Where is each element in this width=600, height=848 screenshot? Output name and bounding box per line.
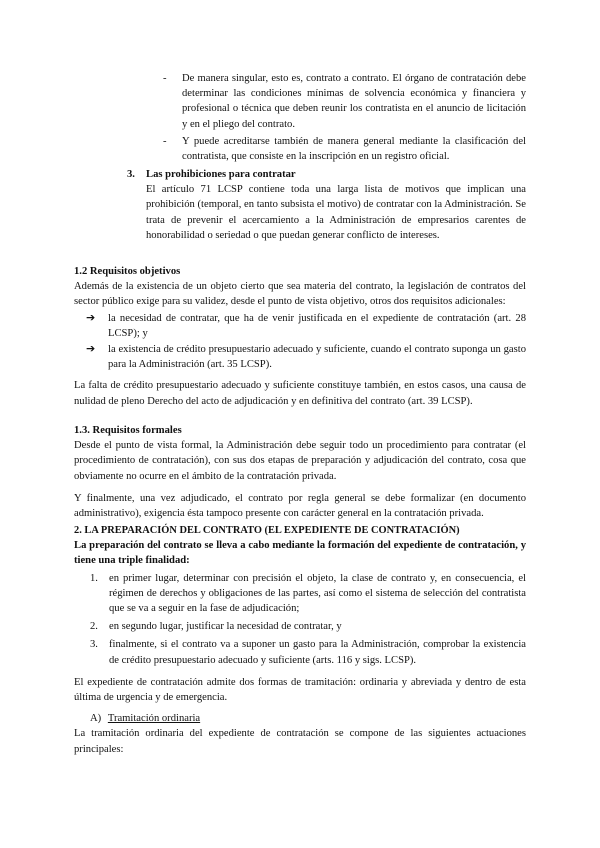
subsection-text: La tramitación ordinaria del expediente de contratación se compone de las siguientes actuaciones principales: <box>74 728 526 755</box>
list-item <box>86 311 526 341</box>
list-item <box>90 619 526 634</box>
arrow-list <box>74 311 526 373</box>
requisitos-dash-list <box>163 71 526 164</box>
list-item-text: De manera singular, esto es, contrato a contrato. El órgano de contratación debe determinar las condiciones mínimas de solvencia económica y financiera y profesional o técnica que deben reunir los contratista en el anuncio de licitación y en el pliego del contrato. <box>182 73 526 130</box>
numbered-list <box>74 571 526 668</box>
tramitacion-intro: El expediente de contratación admite dos formas de tramitación: ordinaria y abreviada y dentro de esta última de urgencia y de emergencia. <box>74 676 526 704</box>
section-title: Las prohibiciones para contratar <box>146 169 296 180</box>
section-heading: 1.3. Requisitos formales <box>74 425 182 436</box>
prohibiciones-text: El artículo 71 LCSP contiene toda una larga lista de motivos que implican una prohibición (temporal, en tanto subsista el motivo) de contratar con la Administración. Se trata de prevenir el acercamiento a la Administración de empresarios carentes de honorabilidad o seriedad o que puedan generar conflicto de intereses. <box>146 184 526 241</box>
prohibiciones-heading <box>127 167 526 182</box>
paragraph: Desde el punto de vista formal, la Administración debe seguir todo un procedimiento para contratar (el procedimiento de contratación), con sus dos etapas de preparación y adjudicación del contrato, cosa que obviamente no ocurre en el ámbito de la contratación privada. <box>74 440 526 482</box>
list-item <box>163 134 526 164</box>
paragraph: Y finalmente, una vez adjudicado, el contrato por regla general se debe formalizar (en documento administrativo), exigencia ésta tampoco presente con carácter general en la contratación privada. <box>74 492 526 520</box>
requisitos-formales-section <box>74 423 526 521</box>
list-item <box>86 342 526 372</box>
list-item <box>90 571 526 617</box>
requisitos-objetivos-section <box>74 264 526 409</box>
list-number: 2. <box>90 621 98 633</box>
section-closing: La falta de crédito presupuestario adecuado y suficiente constituye también, en estos casos, una causa de nulidad de pleno Derecho del acto de adjudicación y en definitiva del contrato (art. 39 LCSP). <box>74 380 526 407</box>
list-item <box>163 71 526 132</box>
list-item-text: la existencia de crédito presupuestario adecuado y suficiente, cuando el contrato suponga un gasto para la Administración (art. 35 LCSP). <box>108 344 526 371</box>
preparacion-section <box>74 523 526 757</box>
prohibiciones-section <box>127 167 526 243</box>
section-heading: 1.2 Requisitos objetivos <box>74 266 181 277</box>
chapter-heading: 2. LA PREPARACIÓN DEL CONTRATO (EL EXPEDIENTE DE CONTRATACIÓN) <box>74 525 460 536</box>
list-item-text: la necesidad de contratar, que ha de venir justificada en el expediente de contratación (art. 28 LCSP); y <box>108 312 526 339</box>
section-intro: Además de la existencia de un objeto cierto que sea materia del contrato, la legislación de contratos del sector público exige para su validez, desde el punto de vista objetivo, otros dos requisitos adicionales: <box>74 281 526 308</box>
list-item <box>90 637 526 667</box>
list-item-text: Y puede acreditarse también de manera general mediante la clasificación del contratista, que consiste en la inscripción en un registro oficial. <box>182 135 526 163</box>
arrow-right-icon: ➔ <box>86 342 96 356</box>
list-item-text: en segundo lugar, justificar la necesidad de contratar, y <box>109 621 342 633</box>
list-item-text: en primer lugar, determinar con precisión el objeto, la clase de contrato y, en consecuencia, el régimen de derechos y obligaciones de las partes, así como el sistema de selección del contratista que se va a seguir en la fase de adjudicación; <box>109 572 526 615</box>
subsection-title: Tramitación ordinaria <box>107 713 201 725</box>
dash-bullet: - <box>163 135 167 147</box>
subsection-heading <box>74 711 526 726</box>
arrow-right-icon: ➔ <box>86 310 96 324</box>
list-number: 1. <box>90 572 98 584</box>
section-number: 3. <box>127 169 135 180</box>
list-item-text: finalmente, si el contrato va a suponer un gasto para la Administración, comprobar la existencia de crédito presupuestario adecuado y suficiente (arts. 116 y sigs. LCSP). <box>109 639 526 666</box>
chapter-subheading: La preparación del contrato se lleva a cabo mediante la formación del expediente de contratación, y tiene una triple finalidad: <box>74 540 526 567</box>
dash-bullet: - <box>163 73 167 84</box>
subsection-label: A) <box>90 713 102 725</box>
list-number: 3. <box>90 639 98 651</box>
